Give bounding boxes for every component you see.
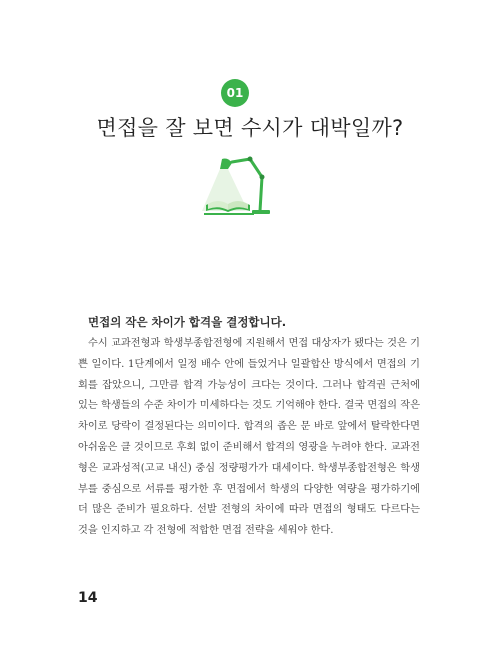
page-number: 14 — [78, 590, 98, 606]
section-heading: 면접의 작은 차이가 합격을 결정합니다. — [88, 315, 287, 329]
body-paragraph: 수시 교과전형과 학생부종합전형에 지원해서 면접 대상자가 됐다는 것은 기쁜 일이다. 1단계에서 일정 배수 안에 들었거나 일괄합산 방식에서 면접의 기회를 잡았으니, 그만큼 합격 가능성이 크다는 것이다. 그러나 합격권 근처에 있는 학생들의 수준 차이가 미세하다는 것도 기억해야 한다. 결국 면접의 작은 차이로 당락이 결정된다는 의미이다. 합격의 좁은 문 바로 앞에서 탈락한다면 아쉬움은 클 것이므로 후회 없이 준비해서 합격의 영광을 누려야 한다. 교과전형은 교과성적(고교 내신) 중심 정량평가가 대세이다. 학생부종합전형은 학생부를 중심으로 서류를 평가한 후 면접에서 학생의 다양한 역량을 평가하기에 더 많은 준비가 필요하다. 선발 전형의 차이에 따라 면접의 형태도 다르다는 것을 인지하고 각 전형에 적합한 면접 전략을 세워야 한다. — [78, 338, 420, 537]
desk-lamp-open-book-icon — [198, 155, 278, 217]
chapter-number-badge: 01 — [221, 79, 249, 107]
chapter-title: 면접을 잘 보면 수시가 대박일까? — [96, 116, 404, 140]
